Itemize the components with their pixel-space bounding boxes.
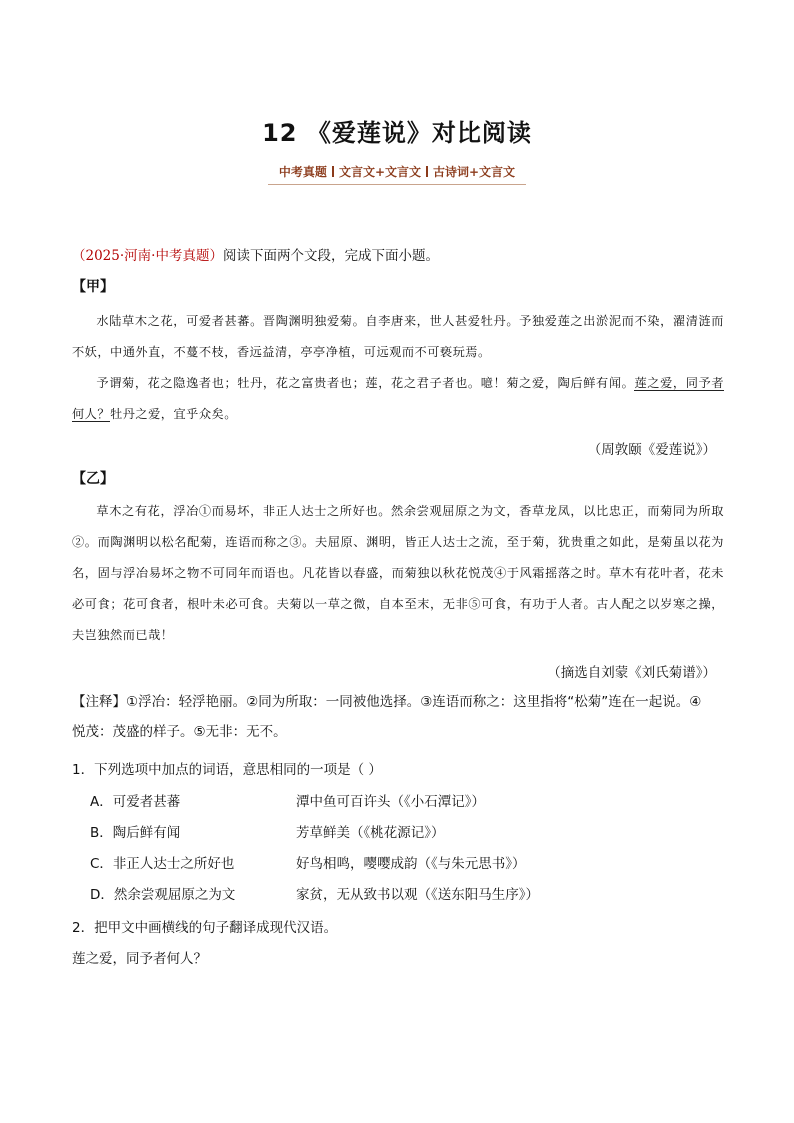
passage-a-attribution: （周敦颐《爱莲说》） — [587, 442, 716, 458]
option-b-right: 芳草鲜美（《桃花源记》） — [296, 825, 445, 841]
passage-a-label: 【甲】 — [72, 279, 114, 295]
passage-a-para2-tail: 牡丹之爱，宜乎众矣。 — [110, 407, 237, 421]
source-tag: （2025·河南·中考真题） — [72, 248, 223, 264]
annotation-notes — [72, 687, 742, 747]
question-1-option-c — [90, 852, 526, 872]
option-d-left: D．然余尝观屈原之为文 — [90, 887, 236, 903]
question-1-stem: 1．下列选项中加点的词语，意思相同的一项是（ ） — [72, 762, 382, 778]
underlined-sentence: 莲之爱，同予者何人？ — [72, 376, 725, 421]
annotation-line-1: 【注释】①浮冶：轻浮艳丽。②同为所取：一同被他选择。③连语而称之：这里指将“松菊”连在一起说。④ — [72, 694, 702, 710]
option-c-right: 好鸟相鸣，嘤嘤成韵（《与朱元思书》） — [296, 856, 526, 872]
tag-separator — [332, 166, 334, 177]
passage-a-paragraph-1: 水陆草木之花，可爱者甚蕃。晋陶渊明独爱菊。自李唐来，世人甚爱牡丹。予独爱莲之出淤泥而不染，濯清涟而不妖，中通外直，不蔓不枝，香远益清，亭亭净植，可远观而不可亵玩焉。 — [72, 314, 724, 359]
passage-b-paragraph: 草木之有花，浮冶①而易坏，非正人达士之所好也。然余尝观屈原之为文，香草龙凤，以比忠正，而菊同为所取②。而陶渊明以松名配菊，连语而称之③。夫屈原、渊明，皆正人达士之流，至于菊，犹贵重之如此，是菊虽以花为名，固与浮冶易坏之物不可同年而语也。凡花皆以春盛，而菊独以秋花悦茂④于风霜摇落之时。草木有花叶者，花未必可食；花可食者，根叶未必可食。夫菊以一草之微，自本至末，无非⑤可食，有功于人者。古人配之以岁寒之操，夫岂独然而已哉！ — [72, 504, 724, 642]
question-1-option-d — [90, 883, 539, 903]
passage-b-label: 【乙】 — [72, 471, 114, 487]
option-b-left: B．陶后鲜有闻 — [90, 825, 181, 841]
title-divider — [268, 184, 526, 185]
option-c-left: C．非正人达士之所好也 — [90, 856, 235, 872]
intro-line — [72, 246, 724, 266]
option-d-right: 家贫，无从致书以观（《送东阳马生序》） — [296, 887, 539, 903]
tag-separator — [426, 166, 428, 177]
category-tags — [0, 163, 794, 180]
passage-a-para2-text: 予谓菊，花之隐逸者也；牡丹，花之富贵者也；莲，花之君子者也。噫！菊之爱，陶后鲜有闻。 — [96, 376, 635, 390]
passage-a-paragraph-2 — [72, 368, 724, 430]
question-2-sentence: 莲之爱，同予者何人？ — [72, 951, 207, 967]
tag-shici-wenyan: 古诗词+文言文 — [433, 165, 516, 179]
question-1-option-a — [90, 790, 485, 810]
option-a-left: A．可爱者甚蕃 — [90, 794, 181, 810]
page-title: 12 《爱莲说》对比阅读 — [262, 119, 532, 147]
annotation-line-2: 悦茂：茂盛的样子。⑤无非：无不。 — [72, 724, 287, 740]
question-2-stem: 2．把甲文中画横线的句子翻译成现代汉语。 — [72, 920, 338, 936]
passage-a-text — [72, 306, 724, 430]
instruction-text: 阅读下面两个文段，完成下面小题。 — [222, 248, 439, 264]
passage-b-attribution: （摘选自刘蒙《刘氏菊谱》） — [547, 665, 716, 681]
option-a-right: 潭中鱼可百许头（《小石潭记》） — [296, 794, 485, 810]
tag-wenyan-wenyan: 文言文+文言文 — [338, 165, 421, 179]
tag-zhongkao: 中考真题 — [278, 165, 327, 179]
passage-b-text — [72, 496, 724, 651]
question-1-option-b — [90, 821, 445, 841]
